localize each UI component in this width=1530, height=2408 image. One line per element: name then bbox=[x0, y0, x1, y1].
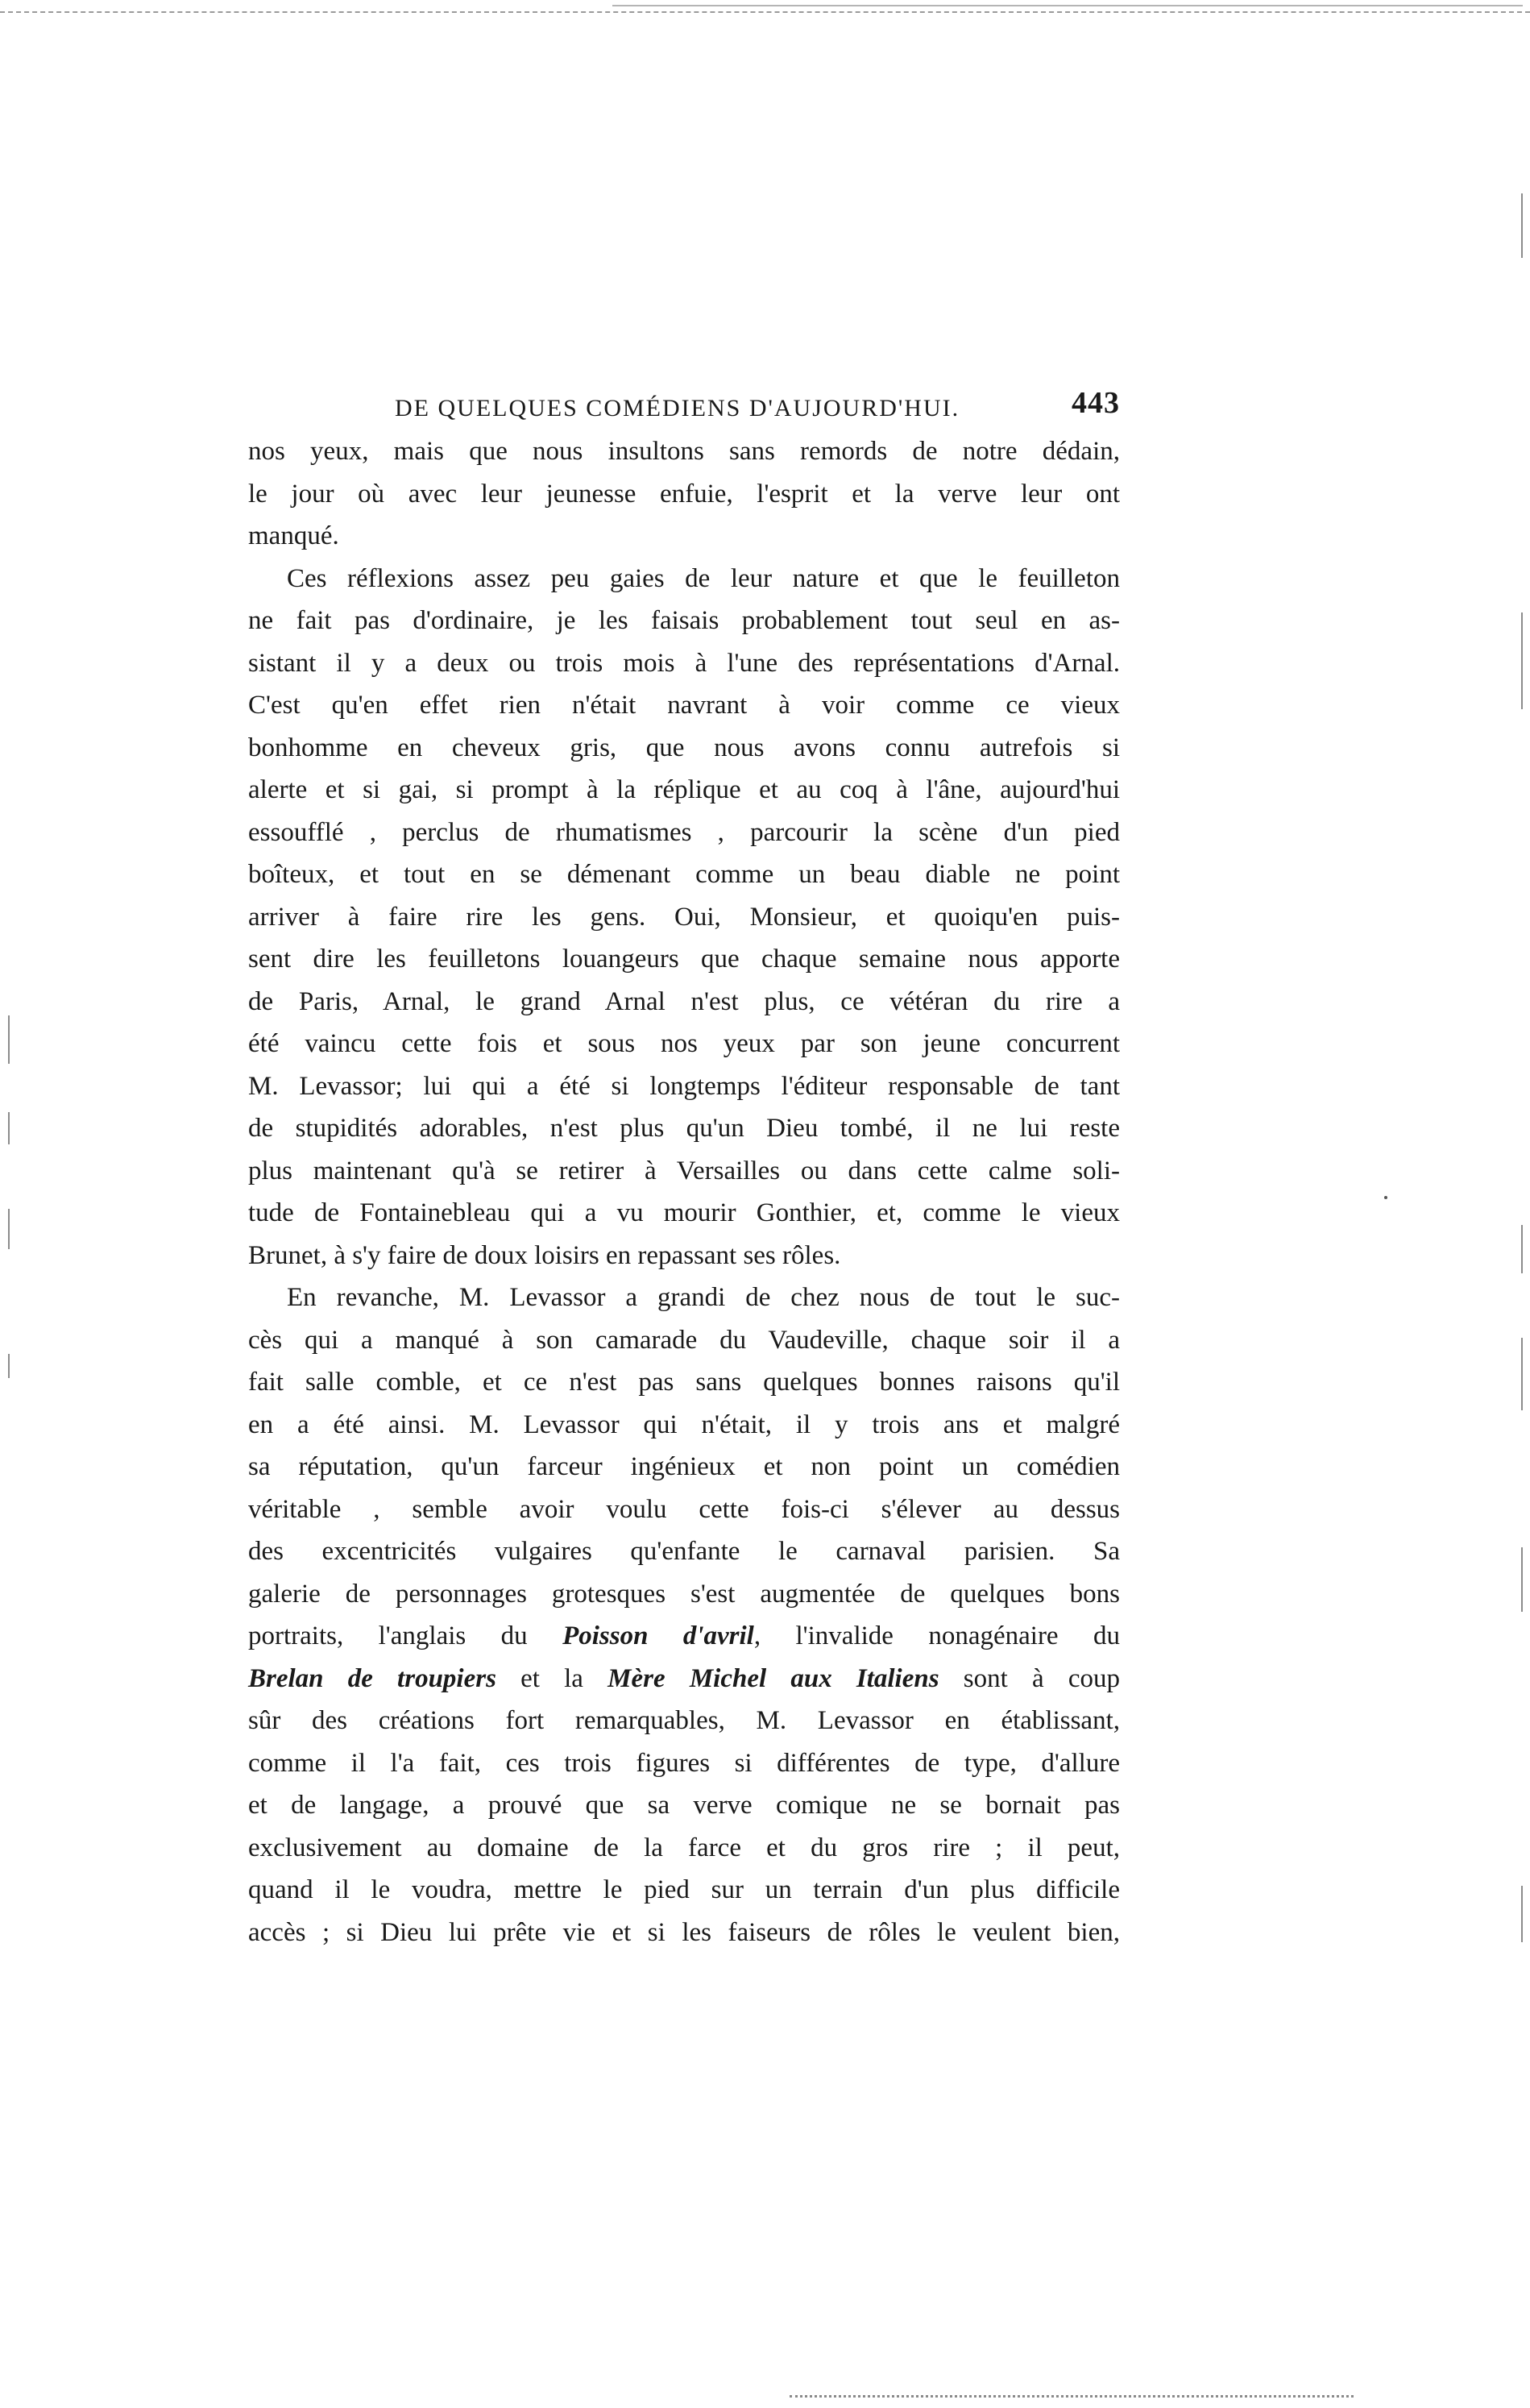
text-line: le jour où avec leur jeunesse enfuie, l'esprit et la verve leur ont bbox=[248, 479, 1120, 509]
left-margin-mark bbox=[8, 1354, 10, 1378]
text-line: bonhomme en cheveux gris, que nous avons connu autrefois si bbox=[248, 733, 1120, 762]
text-line: quand il le voudra, mettre le pied sur un terrain d'un plus difficile bbox=[248, 1875, 1120, 1904]
running-header bbox=[395, 385, 1120, 426]
scan-edge-top bbox=[0, 11, 1530, 13]
text-line: arriver à faire rire les gens. Oui, Monsieur, et quoiqu'en puis- bbox=[248, 902, 1120, 932]
text-line: alerte et si gai, si prompt à la réplique et au coq à l'âne, aujourd'hui bbox=[248, 775, 1120, 804]
right-margin-mark bbox=[1521, 1547, 1523, 1612]
text-line: fait salle comble, et ce n'est pas sans quelques bonnes raisons qu'il bbox=[248, 1368, 1120, 1397]
work-title: Mère Michel aux Italiens bbox=[607, 1663, 939, 1693]
scan-edge-top-line bbox=[612, 5, 1523, 6]
text-line: plus maintenant qu'à se retirer à Versailles ou dans cette calme soli- bbox=[248, 1156, 1120, 1185]
right-margin-mark bbox=[1521, 193, 1523, 258]
text-line: été vaincu cette fois et sous nos yeux par son jeune concurrent bbox=[248, 1029, 1120, 1058]
scan-edge-bottom bbox=[790, 2395, 1354, 2398]
left-margin-mark bbox=[8, 1015, 10, 1064]
text-line: de Paris, Arnal, le grand Arnal n'est plus, ce vétéran du rire a bbox=[248, 986, 1120, 1016]
text-line: manqué. bbox=[248, 521, 339, 550]
text-line: C'est qu'en effet rien n'était navrant à voir comme ce vieux bbox=[248, 691, 1120, 720]
left-margin-mark bbox=[8, 1112, 10, 1144]
text-line: accès ; si Dieu lui prête vie et si les faiseurs de rôles le veulent bien, bbox=[248, 1917, 1120, 1947]
text-line: Ces réflexions assez peu gaies de leur nature et que le feuilleton bbox=[287, 563, 1120, 593]
left-margin-mark bbox=[8, 1209, 10, 1249]
body-text bbox=[248, 430, 1120, 1953]
text-line bbox=[248, 1615, 1120, 1658]
text-line: des excentricités vulgaires qu'enfante le carnaval parisien. Sa bbox=[248, 1537, 1120, 1566]
text-line: comme il l'a fait, ces trois figures si différentes de type, d'allure bbox=[248, 1748, 1120, 1778]
text-line: Brunet, à s'y faire de doux loisirs en repassant ses rôles. bbox=[248, 1240, 841, 1270]
text-segment: et la bbox=[495, 1663, 608, 1693]
text-segment: sont à coup bbox=[939, 1663, 1120, 1693]
work-title: Poisson d'avril bbox=[562, 1621, 754, 1650]
running-title: DE QUELQUES COMÉDIENS D'AUJOURD'HUI. bbox=[395, 395, 960, 421]
text-segment: portraits, l'anglais du bbox=[248, 1621, 563, 1650]
text-line: en a été ainsi. M. Levassor qui n'était, il y trois ans et malgré bbox=[248, 1410, 1120, 1439]
ink-speck bbox=[1384, 1196, 1387, 1199]
right-margin-mark bbox=[1521, 1886, 1523, 1942]
page-number: 443 bbox=[1072, 386, 1120, 420]
text-line: et de langage, a prouvé que sa verve comique ne se bornait pas bbox=[248, 1791, 1120, 1820]
text-line: M. Levassor; lui qui a été si longtemps l'éditeur responsable de tant bbox=[248, 1071, 1120, 1101]
text-line: ne fait pas d'ordinaire, je les faisais probablement tout seul en as- bbox=[248, 606, 1120, 635]
right-margin-mark bbox=[1521, 612, 1523, 709]
text-segment: , l'invalide nonagénaire du bbox=[753, 1621, 1120, 1650]
text-line: de stupidités adorables, n'est plus qu'un Dieu tombé, il ne lui reste bbox=[248, 1114, 1120, 1143]
right-margin-mark bbox=[1521, 1225, 1523, 1273]
text-line: exclusivement au domaine de la farce et du gros rire ; il peut, bbox=[248, 1833, 1120, 1862]
text-line: sent dire les feuilletons louangeurs que chaque semaine nous apporte bbox=[248, 945, 1120, 974]
text-line: sûr des créations fort remarquables, M. Levassor en établissant, bbox=[248, 1706, 1120, 1735]
work-title: Brelan de troupiers bbox=[248, 1663, 496, 1693]
text-line: galerie de personnages grotesques s'est augmentée de quelques bons bbox=[248, 1579, 1120, 1609]
text-line: sa réputation, qu'un farceur ingénieux et non point un comédien bbox=[248, 1452, 1120, 1481]
text-line: En revanche, M. Levassor a grandi de chez nous de tout le suc- bbox=[287, 1283, 1120, 1312]
text-line: nos yeux, mais que nous insultons sans remords de notre dédain, bbox=[248, 437, 1120, 466]
text-line: cès qui a manqué à son camarade du Vaudeville, chaque soir il a bbox=[248, 1325, 1120, 1355]
text-line bbox=[248, 1658, 1120, 1700]
text-line: essoufflé , perclus de rhumatismes , parcourir la scène d'un pied bbox=[248, 817, 1120, 847]
text-line: boîteux, et tout en se démenant comme un beau diable ne point bbox=[248, 860, 1120, 889]
text-line: véritable , semble avoir voulu cette fois-ci s'élever au dessus bbox=[248, 1494, 1120, 1524]
text-line: sistant il y a deux ou trois mois à l'une des représentations d'Arnal. bbox=[248, 648, 1120, 678]
right-margin-mark bbox=[1521, 1338, 1523, 1410]
text-line: tude de Fontainebleau qui a vu mourir Gonthier, et, comme le vieux bbox=[248, 1198, 1120, 1227]
